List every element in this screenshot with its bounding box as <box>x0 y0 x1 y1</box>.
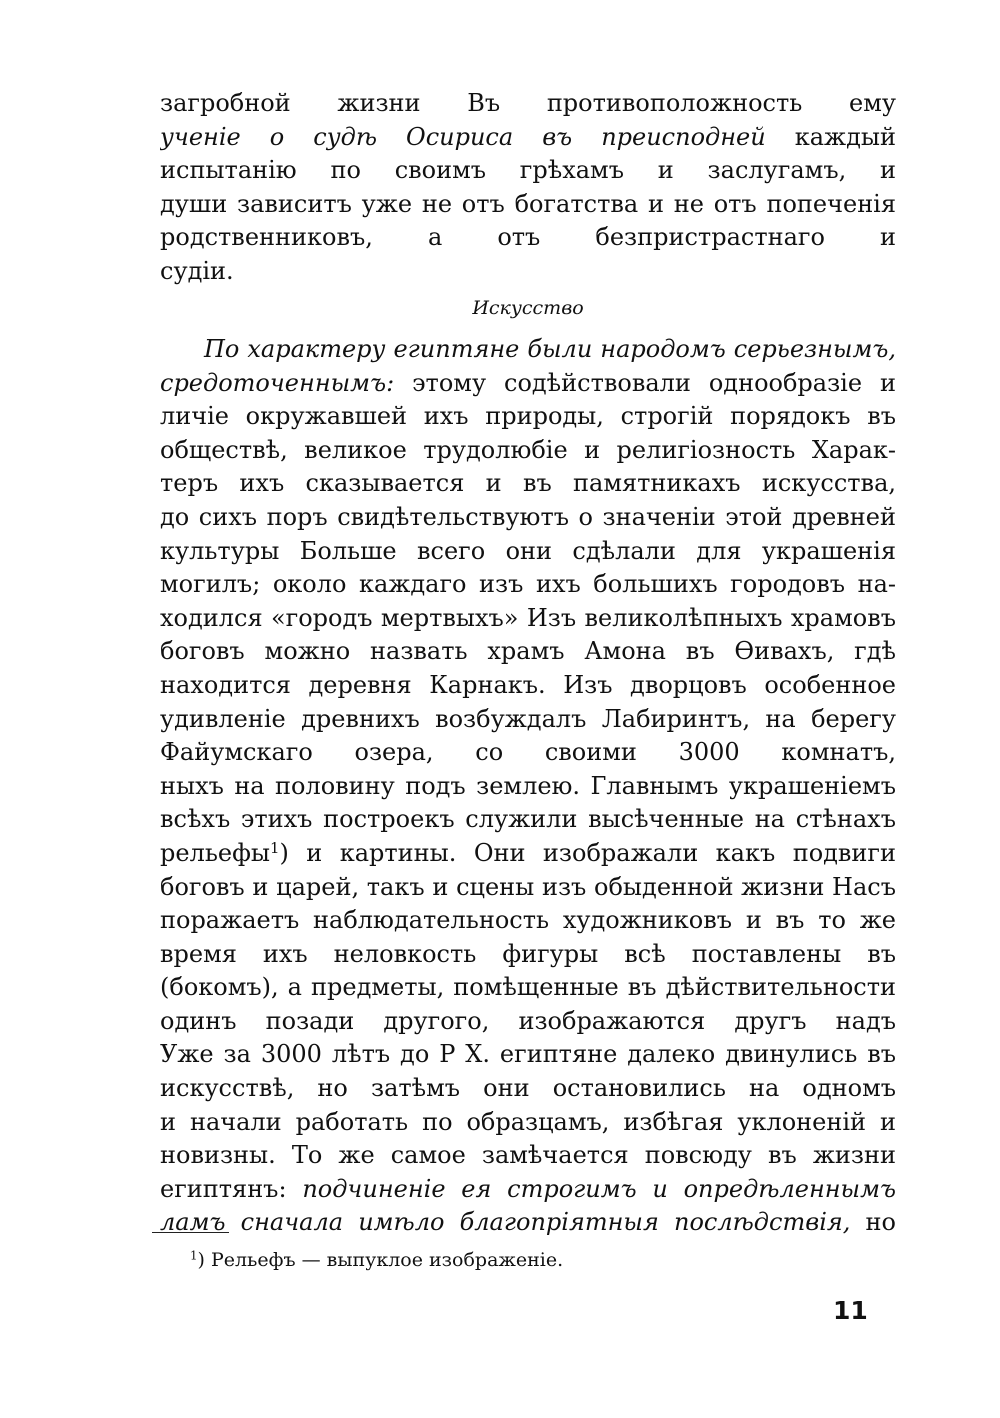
text-line <box>160 837 896 871</box>
text-segment: могилъ; около каждаго изъ ихъ большихъ городовъ на- <box>160 570 896 599</box>
text-segment: и начали работать по образцамъ, избѣгая уклоненій и <box>160 1107 896 1136</box>
text-segment: удивленіе древнихъ возбуждалъ Лабиринтъ, на берегу <box>160 704 896 733</box>
text-line <box>160 703 896 737</box>
text-line <box>160 770 896 804</box>
section-heading: Искусство <box>472 297 584 319</box>
text-line <box>160 434 896 468</box>
text-line <box>160 871 896 905</box>
text-line <box>160 904 896 938</box>
text-segment: ламъ сначала имѣло благопріятныя послѣдствія, <box>160 1208 851 1237</box>
text-segment: культуры Больше всего они сдѣлали для украшенія <box>160 536 896 565</box>
text-segment: испытанію по своимъ грѣхамъ и заслугамъ, и <box>160 156 896 185</box>
text-line <box>160 400 896 434</box>
footnote-divider <box>152 1232 229 1233</box>
text-line <box>160 1038 896 1072</box>
text-segment: (бокомъ), а предметы, помѣщенные въ дѣйствительности <box>160 973 896 1002</box>
footnote-marker: 1 <box>190 1248 198 1263</box>
text-line <box>160 1005 896 1039</box>
text-segment: души зависитъ уже не отъ богатства и не отъ попеченія <box>160 189 896 218</box>
text-segment: родственниковъ, а отъ безпристрастнаго и <box>160 223 896 252</box>
text-segment: теръ ихъ сказывается и въ памятникахъ искусства, <box>160 469 896 498</box>
text-line <box>160 501 896 535</box>
page-number: 11 <box>833 1296 868 1325</box>
text-segment: ходился «городъ мертвыхъ» Изъ великолѣпныхъ храмовъ <box>160 603 896 632</box>
text-line <box>160 121 896 155</box>
text-segment: личіе окружавшей ихъ природы, строгій порядокъ въ <box>160 402 896 431</box>
text-line <box>160 1072 896 1106</box>
text-line <box>160 971 896 1005</box>
text-line <box>160 535 896 569</box>
text-segment: средоточеннымъ: <box>160 368 395 397</box>
text-segment: рельефы <box>160 838 270 867</box>
text-segment: Уже за 3000 лѣтъ до Р Х. египтяне далеко двинулись въ <box>160 1040 896 1069</box>
text-segment: египтянъ: <box>160 1174 303 1203</box>
text-line <box>160 154 896 188</box>
text-segment: этому содѣйствовали однообразіе и <box>412 368 896 397</box>
text-segment: ученіе о судѣ Осириса въ преисподней <box>160 122 766 151</box>
text-segment: но <box>850 1208 896 1237</box>
paragraph-afterlife <box>160 87 896 289</box>
text-line <box>160 736 896 770</box>
text-line <box>160 255 896 289</box>
text-line <box>160 467 896 501</box>
text-segment: По характеру египтяне были народомъ серьезнымъ, <box>204 335 896 363</box>
text-segment: одинъ позади другого, изображаются другъ надъ <box>160 1006 896 1035</box>
text-line <box>160 938 896 972</box>
text-segment: ) и картины. Они изображали какъ подвиги <box>279 838 896 867</box>
text-segment: всѣхъ этихъ построекъ служили высѣченные на стѣнахъ <box>160 805 896 834</box>
text-segment: загробной жизни Въ противоположность ему <box>160 89 896 117</box>
text-segment: судіи. <box>160 256 234 285</box>
text-line <box>160 1106 896 1140</box>
text-segment: искусствѣ, но затѣмъ они остановились на одномъ <box>160 1074 896 1103</box>
footnote-text: ) Рельефъ — выпуклое изображеніе. <box>197 1249 564 1271</box>
text-segment: время ихъ неловкость фигуры всѣ поставлены въ <box>160 939 896 968</box>
text-segment: подчиненіе ея строгимъ и опредѣленнымъ <box>302 1174 896 1203</box>
text-line <box>160 635 896 669</box>
text-line <box>160 803 896 837</box>
text-line <box>160 188 896 222</box>
text-segment: обществѣ, великое трудолюбіе и религіозность Харак- <box>160 435 896 464</box>
text-line <box>160 333 896 367</box>
text-line <box>160 669 896 703</box>
text-line <box>160 367 896 401</box>
text-segment: боговъ и царей, такъ и сцены изъ обыденной жизни Насъ <box>160 872 896 901</box>
text-segment: поражаетъ наблюдательность художниковъ и въ то же <box>160 906 896 935</box>
text-segment: ныхъ на половину подъ землею. Главнымъ украшеніемъ <box>160 771 896 800</box>
text-line <box>160 221 896 255</box>
text-line <box>160 1139 896 1173</box>
text-segment: новизны. То же самое замѣчается повсюду въ жизни <box>160 1141 896 1170</box>
text-line <box>160 1206 896 1240</box>
text-line <box>160 1173 896 1207</box>
text-line <box>160 602 896 636</box>
paragraph-art <box>160 333 896 1240</box>
footnote-ref: 1 <box>269 838 280 857</box>
text-segment: Файумскаго озера, со своими 3000 комнатъ, <box>160 738 896 767</box>
text-segment: находится деревня Карнакъ. Изъ дворцовъ особенное <box>160 670 896 699</box>
text-segment: боговъ можно назвать храмъ Амона въ Ѳивахъ, гдѣ <box>160 637 896 666</box>
text-segment: каждый <box>794 122 896 151</box>
footnote <box>190 1247 563 1273</box>
text-line <box>160 87 896 121</box>
text-segment: до сихъ поръ свидѣтельствуютъ о значеніи этой древней <box>160 502 896 531</box>
text-line <box>160 568 896 602</box>
